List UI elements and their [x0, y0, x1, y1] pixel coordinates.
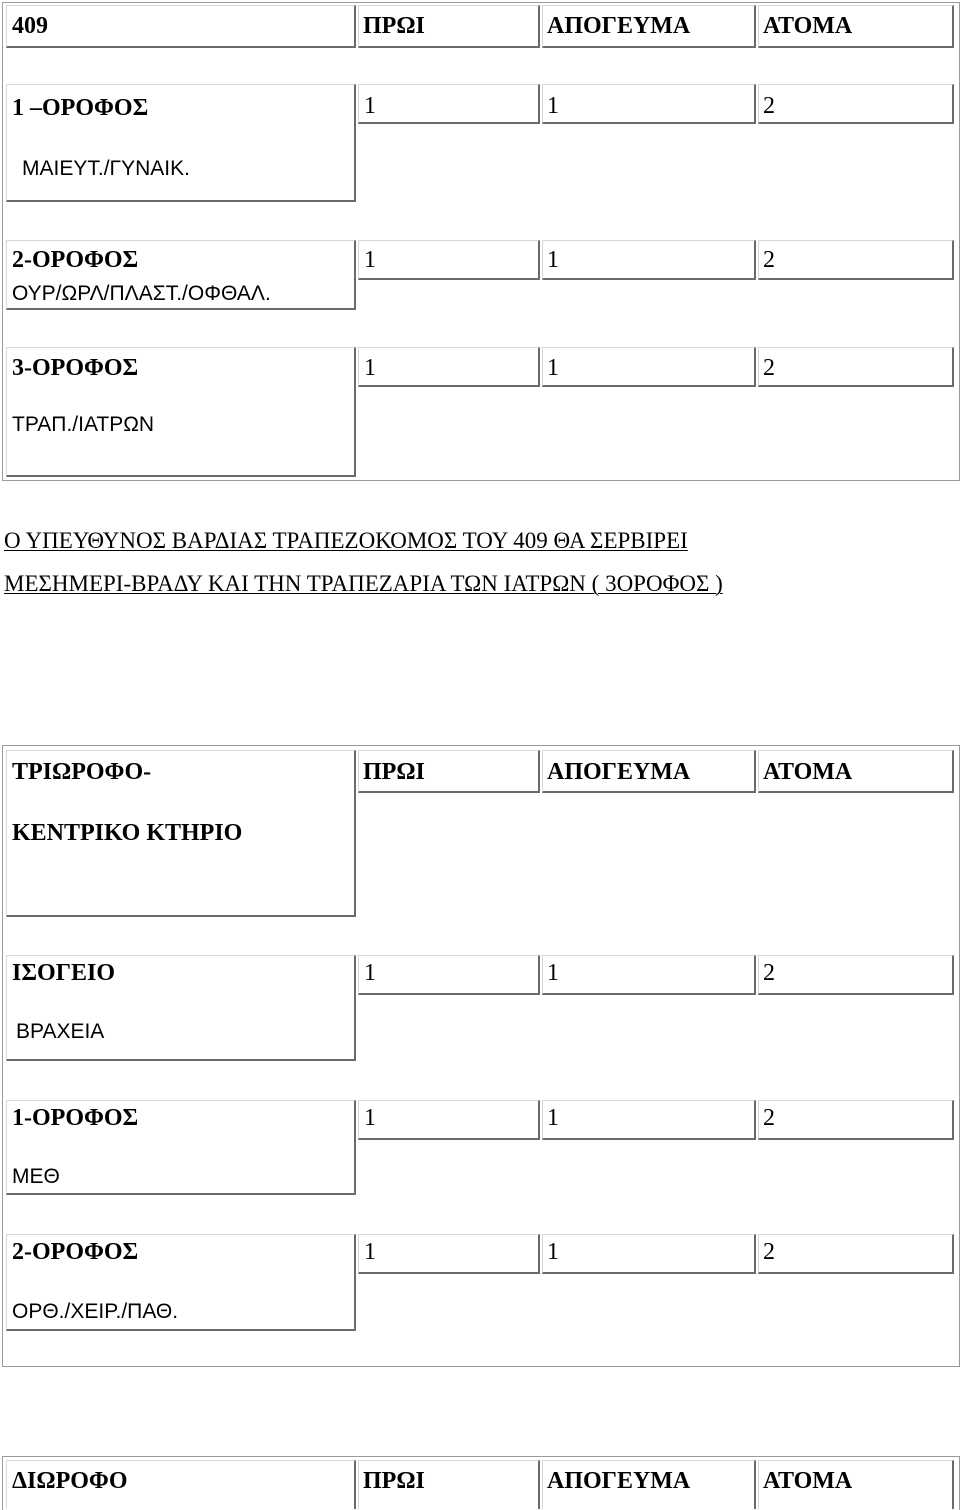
column-header-morning: ΠΡΩΙ [363, 1468, 425, 1494]
morning-value: 1 [364, 93, 376, 119]
department-label: ΤΡΑΠ./ΙΑΤΡΩΝ [12, 413, 155, 436]
morning-value: 1 [364, 247, 376, 273]
table-cell [542, 1100, 756, 1140]
afternoon-value: 1 [547, 960, 559, 986]
column-header-people: ΑΤΟΜΑ [763, 13, 853, 39]
table-cell [758, 955, 954, 995]
afternoon-value: 1 [547, 93, 559, 119]
column-header-afternoon: ΑΠΟΓΕΥΜΑ [547, 759, 691, 785]
column-header-afternoon: ΑΠΟΓΕΥΜΑ [547, 1468, 691, 1494]
table-title: 409 [12, 13, 48, 39]
floor-label: ΙΣΟΓΕΙΟ [12, 960, 115, 986]
floor-label: 2-ΟΡΟΦΟΣ [12, 247, 139, 273]
department-label: ΜΕΘ [12, 1165, 60, 1188]
table-cell [358, 347, 540, 387]
afternoon-value: 1 [547, 355, 559, 381]
table-cell [358, 1234, 540, 1274]
table-cell [542, 347, 756, 387]
department-label: ΜΑΙΕΥΤ./ΓΥΝΑΙΚ. [22, 157, 190, 180]
column-header-people: ΑΤΟΜΑ [763, 1468, 853, 1494]
instruction-line-1: Ο ΥΠΕΥΘΥΝΟΣ ΒΑΡΔΙΑΣ ΤΡΑΠΕΖΟΚΟΜΟΣ ΤΟΥ 409 ΘΑ ΣΕΡΒΙΡΕΙ [4, 528, 688, 553]
department-label: ΟΡΘ./ΧΕΙΡ./ΠΑΘ. [12, 1300, 179, 1323]
people-value: 2 [763, 1239, 775, 1265]
table-cell [542, 955, 756, 995]
column-header-people: ΑΤΟΜΑ [763, 759, 853, 785]
floor-label: 2-ΟΡΟΦΟΣ [12, 1239, 139, 1265]
people-value: 2 [763, 1105, 775, 1131]
floor-label: 1-ΟΡΟΦΟΣ [12, 1105, 139, 1131]
afternoon-value: 1 [547, 1239, 559, 1265]
table-cell [542, 1234, 756, 1274]
table-cell [358, 1100, 540, 1140]
morning-value: 1 [364, 1239, 376, 1265]
column-header-afternoon: ΑΠΟΓΕΥΜΑ [547, 13, 691, 39]
building-title: ΤΡΙΩΡΟΦΟ- [12, 759, 152, 785]
table-cell [758, 1100, 954, 1140]
table-cell [758, 1234, 954, 1274]
department-label: ΟΥΡ/ΩΡΛ/ΠΛΑΣΤ./ΟΦΘΑΛ. [12, 282, 271, 305]
building-title: ΔΙΩΡΟΦΟ [12, 1468, 128, 1494]
table-cell [542, 84, 756, 124]
afternoon-value: 1 [547, 1105, 559, 1131]
table-cell [542, 240, 756, 280]
morning-value: 1 [364, 355, 376, 381]
morning-value: 1 [364, 1105, 376, 1131]
table-cell [758, 240, 954, 280]
column-header-morning: ΠΡΩΙ [363, 759, 425, 785]
people-value: 2 [763, 93, 775, 119]
instruction-line-2: ΜΕΣΗΜΕΡΙ-ΒΡΑΔΥ ΚΑΙ ΤΗΝ ΤΡΑΠΕΖΑΡΙΑ ΤΩΝ ΙΑΤΡΩΝ ( 3ΟΡΟΦΟΣ ) [4, 571, 723, 596]
table-cell [358, 240, 540, 280]
people-value: 2 [763, 355, 775, 381]
people-value: 2 [763, 960, 775, 986]
table-cell [358, 84, 540, 124]
floor-label: 3-ΟΡΟΦΟΣ [12, 355, 139, 381]
table-cell [358, 955, 540, 995]
table-header-cell [6, 5, 356, 48]
column-header-morning: ΠΡΩΙ [363, 13, 425, 39]
building-subtitle: ΚΕΝΤΡΙΚΟ ΚΤΗΡΙΟ [12, 820, 243, 846]
department-label: ΒΡΑΧΕΙΑ [16, 1020, 105, 1043]
floor-label: 1 –ΟΡΟΦΟΣ [12, 95, 149, 121]
afternoon-value: 1 [547, 247, 559, 273]
table-cell [758, 347, 954, 387]
morning-value: 1 [364, 960, 376, 986]
people-value: 2 [763, 247, 775, 273]
table-cell [758, 84, 954, 124]
